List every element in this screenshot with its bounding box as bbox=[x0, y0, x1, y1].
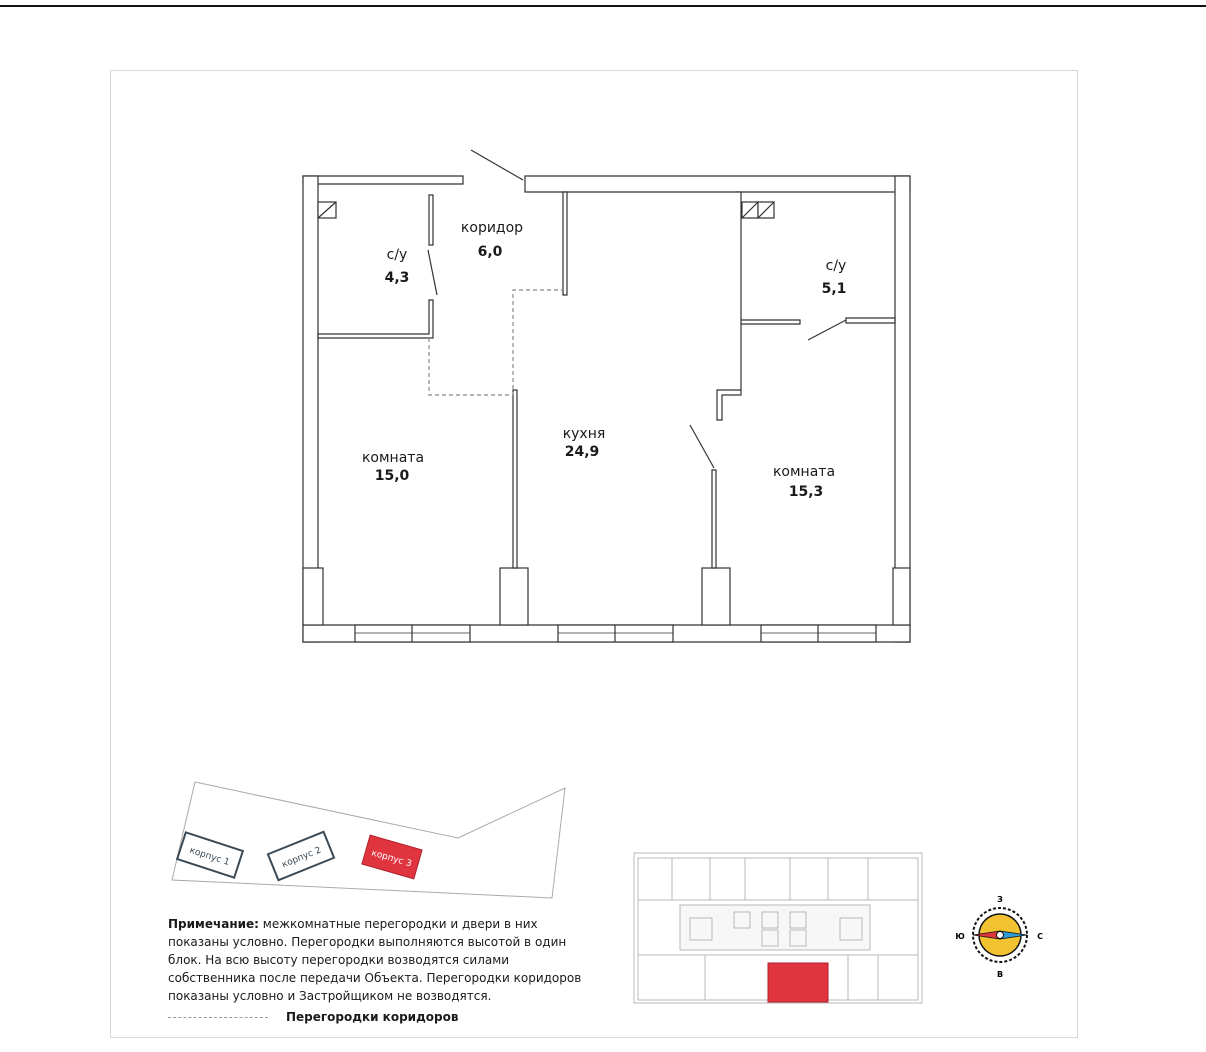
room-name-kitchen: кухня bbox=[562, 426, 606, 442]
legend bbox=[168, 1008, 458, 1026]
room-area-kitchen: 24,9 bbox=[564, 444, 600, 460]
site-plan bbox=[172, 782, 565, 898]
room-labels bbox=[362, 220, 846, 500]
room-name-room1: комната bbox=[361, 450, 425, 466]
room-name-bath1: с/у bbox=[386, 247, 408, 263]
note-body: межкомнатные перегородки и двери в них показаны условно. Перегородки выполняются высотой в один блок. На всю высоту перегородки возводятся силами собственника после передачи Объекта. Перегородки коридоров показаны условно и Застройщиком не возводятся. bbox=[168, 917, 582, 1003]
legend-label: Перегородки коридоров bbox=[286, 1010, 459, 1024]
room-name-bath2: с/у bbox=[825, 258, 847, 274]
dashed-line-sample bbox=[168, 1017, 268, 1018]
compass-east: В bbox=[996, 970, 1004, 979]
building-1-label: корпус 1 bbox=[188, 845, 231, 869]
building-2-label: корпус 2 bbox=[280, 845, 323, 871]
compass-south: Ю bbox=[955, 932, 965, 941]
compass-north: С bbox=[1037, 932, 1043, 941]
note-text bbox=[168, 915, 598, 1005]
room-name-room2: комната bbox=[772, 464, 836, 480]
room-area-bath2: 5,1 bbox=[821, 281, 847, 297]
room-area-room2: 15,3 bbox=[788, 484, 824, 500]
floor-key-plan bbox=[634, 853, 922, 1003]
floor-plan bbox=[303, 150, 910, 642]
room-area-bath1: 4,3 bbox=[384, 270, 410, 286]
outer-wall bbox=[303, 176, 463, 184]
note-label: Примечание: bbox=[168, 917, 259, 931]
building-3-label: корпус 3 bbox=[370, 848, 413, 870]
room-name-corridor: коридор bbox=[460, 220, 524, 236]
compass bbox=[955, 895, 1043, 979]
compass-west: З bbox=[997, 895, 1003, 904]
room-area-corridor: 6,0 bbox=[477, 244, 503, 260]
room-area-room1: 15,0 bbox=[374, 468, 410, 484]
